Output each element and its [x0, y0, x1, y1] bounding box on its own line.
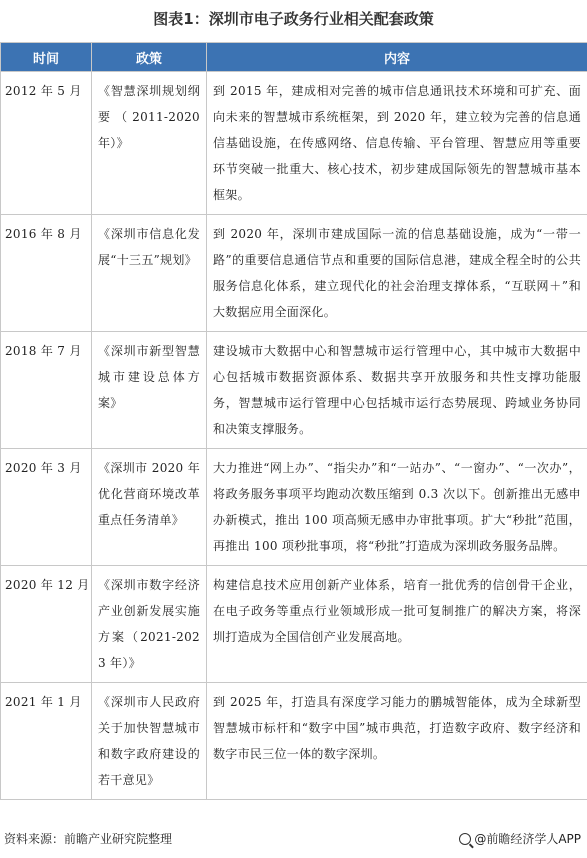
- row-date: 2020 年 3 月: [1, 449, 92, 566]
- row-content: 到 2020 年，深圳市建成国际一流的信息基础设施，成为“一带一路”的重要信息通信节点和重要的国际信息港，建成全程全时的公共服务信息化体系，建立现代化的社会治理支撑体系，“互联网＋”和大数据应用全面深化。: [207, 215, 587, 332]
- row-policy: 《智慧深圳规划纲要（2011-2020年）》: [92, 72, 207, 215]
- search-icon: [459, 833, 471, 845]
- row-content: 到 2025 年，打造具有深度学习能力的鹏城智能体，成为全球新型智慧城市标杆和“数字中国”城市典范，打造数字政府、数字经济和数字市民三位一体的数字深圳。: [207, 683, 587, 800]
- row-date: 2018 年 7 月: [1, 332, 92, 449]
- row-content: 建设城市大数据中心和智慧城市运行管理中心，其中城市大数据中心包括城市数据资源体系、数据共享开放服务和共性支撑功能服务，智慧城市运行管理中心包括城市运行态势展现、跨域业务协同和决策支撑服务。: [207, 332, 587, 449]
- table-header-row: [1, 43, 587, 72]
- row-content: 构建信息技术应用创新产业体系，培育一批优秀的信创骨干企业，在电子政务等重点行业领域形成一批可复制推广的解决方案，将深圳打造成为全国信创产业发展高地。: [207, 566, 587, 683]
- row-content: 大力推进“网上办”、“指尖办”和“一站办”、“一窗办”、“一次办”，将政务服务事项平均跑动次数压缩到 0.3 次以下。创新推出无感申办新模式，推出 100 项高频无感申办审批事项。扩大“秒批”范围，再推出 100 项秒批事项，将“秒批”打造成为深圳政务服务品牌。: [207, 449, 587, 566]
- row-date: 2021 年 1 月: [1, 683, 92, 800]
- table-row: [1, 332, 587, 449]
- table-row: [1, 72, 587, 215]
- row-policy: 《深圳市人民政府关于加快智慧城市和数字政府建设的若干意见》: [92, 683, 207, 800]
- row-policy: 《深圳市信息化发展“十三五”规划》: [92, 215, 207, 332]
- column-header-content: 内容: [207, 43, 587, 72]
- brand-credit: [459, 830, 581, 847]
- table-row: [1, 215, 587, 332]
- row-policy: 《深圳市 2020 年优化营商环境改革重点任务清单》: [92, 449, 207, 566]
- column-header-date: 时间: [1, 43, 92, 72]
- column-header-policy: 政策: [92, 43, 207, 72]
- footer: [0, 830, 587, 850]
- page-title: 图表1：深圳市电子政务行业相关配套政策: [153, 10, 434, 28]
- table-row: [1, 683, 587, 800]
- row-date: 2016 年 8 月: [1, 215, 92, 332]
- row-content: 到 2015 年，建成相对完善的城市信息通讯技术环境和可扩充、面向未来的智慧城市系统框架，到 2020 年，建立较为完善的信息通信基础设施，在传感网络、信息传输、平台管理、智慧应用等重要环节突破一批重大、核心技术，初步建成国际领先的智慧城市基本框架。: [207, 72, 587, 215]
- row-date: 2012 年 5 月: [1, 72, 92, 215]
- policy-table: [0, 42, 587, 800]
- row-date: 2020 年 12 月: [1, 566, 92, 683]
- brand-label: @前瞻经济学人APP: [474, 832, 581, 846]
- row-policy: 《深圳市新型智慧城市建设总体方案》: [92, 332, 207, 449]
- source-note: 资料来源：前瞻产业研究院整理: [4, 832, 173, 846]
- row-policy: 《深圳市数字经济产业创新发展实施方案（2021-2023 年）》: [92, 566, 207, 683]
- table-row: [1, 449, 587, 566]
- table-row: [1, 566, 587, 683]
